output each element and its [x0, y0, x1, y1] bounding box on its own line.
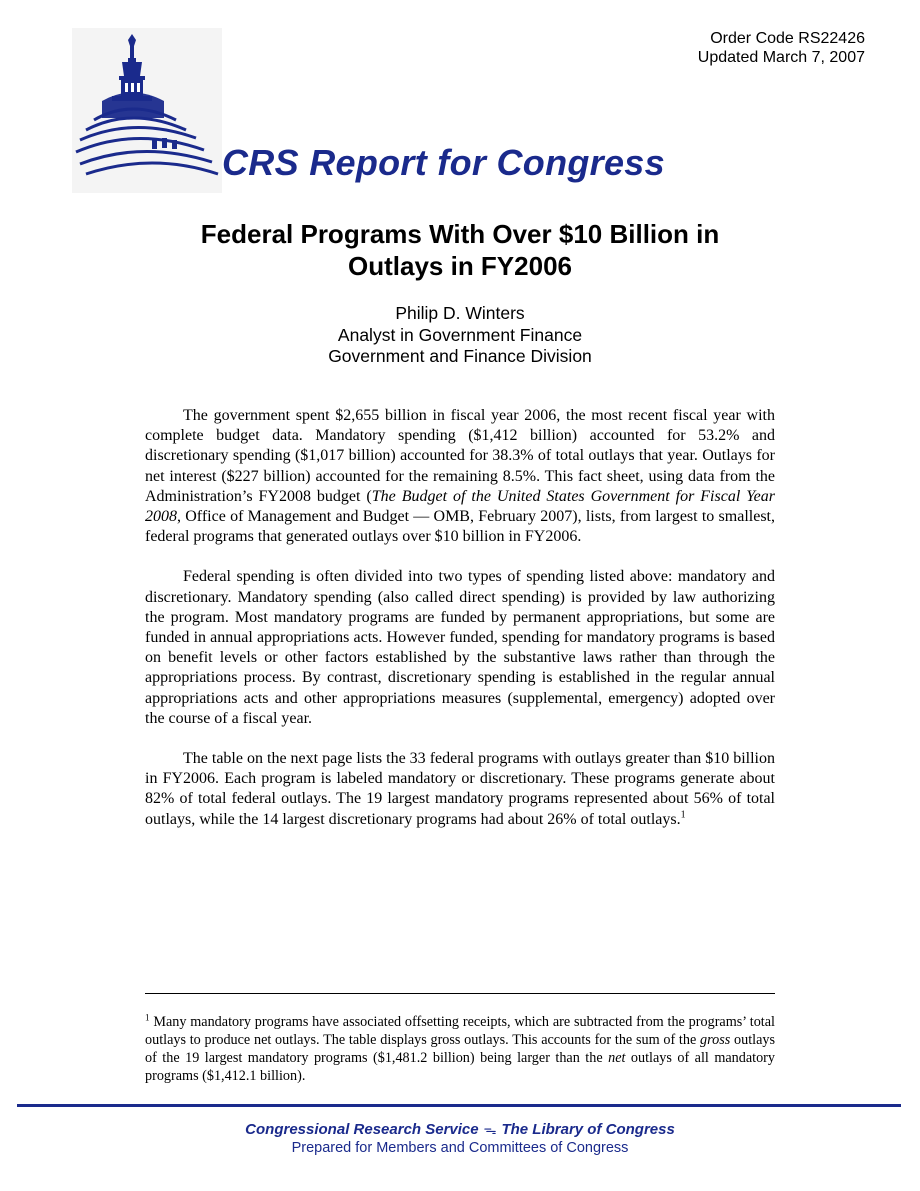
footnote-text-c: outlays of all mandatory programs ($1,412.1 billion).	[145, 1050, 775, 1084]
title-line-1: Federal Programs With Over $10 Billion in	[200, 219, 720, 249]
footnote-text-b: outlays of the 19 largest mandatory programs ($1,481.2 billion) being larger than the	[145, 1032, 776, 1066]
paragraph-1	[145, 406, 775, 547]
footer-prepared: Prepared for Members and Committees of Congress	[291, 1140, 629, 1156]
ornament-icon: ᯓ	[483, 1122, 497, 1137]
paragraph-1-text-a: The government spent $2,655 billion in fiscal year 2006, the most recent fiscal year with complete budget data. Mandatory spending ($1,412 billion) accounted for 53.2% and discretionary spending ($1,017 billion) accounted for 38.3% of total outlays that year. Outlays for net interest ($227 billion) accounted for the remaining 8.5%. This fact sheet, using data from the Administration’s FY2008 budget (	[145, 407, 775, 505]
paragraph-3	[145, 749, 775, 830]
paragraph-2: Federal spending is often divided into two types of spending listed above: mandatory and discretionary. Mandatory spending (also called direct spending) is provided by law authorizing the program. Most mandatory programs are funded by permanent appropriations, but some are funded in annual appropriations acts. However funded, spending for mandatory programs is based on benefit levels or other factors established by the substantive laws rather than through the appropriations process. By contrast, discretionary spending is established in the regular annual appropriations acts and other appropriations measures (supplemental, emergency) adopted over the course of a fiscal year.	[145, 568, 775, 727]
updated-date: Updated March 7, 2007	[697, 49, 865, 66]
order-code-block	[698, 29, 865, 67]
author-title: Analyst in Government Finance	[337, 324, 583, 345]
author-name: Philip D. Winters	[395, 303, 525, 323]
footer-library: The Library of Congress	[501, 1121, 675, 1138]
footer-divider	[17, 1104, 901, 1107]
footnote-italic-gross: gross	[700, 1032, 731, 1048]
author-division: Government and Finance Division	[328, 346, 592, 366]
author-block	[100, 303, 820, 368]
footer-org: Congressional Research Service	[245, 1121, 479, 1138]
document-title	[100, 218, 820, 282]
footnote-reference[interactable]: 1	[680, 809, 686, 821]
footnote	[145, 1013, 775, 1085]
order-code: Order Code RS22426	[710, 30, 865, 47]
title-line-2: Outlays in FY2006	[348, 251, 572, 281]
report-series-title: CRS Report for Congress	[222, 142, 665, 183]
footer-organization-line	[0, 1120, 920, 1138]
footnote-marker: 1	[145, 1012, 150, 1023]
paragraph-3-text: The table on the next page lists the 33 federal programs with outlays greater than $10 billion in FY2006. Each program is labeled mandatory or discretionary. These programs generate about 82% of total federal outlays. The 19 largest mandatory programs represented about 56% of total outlays, while the 14 largest discretionary programs had about 26% of total outlays.	[145, 750, 775, 828]
body-text	[145, 406, 775, 850]
footnote-divider	[145, 993, 775, 994]
budget-title-italic: The Budget of the United States Government for Fiscal Year 2008	[145, 487, 775, 526]
footnote-text-a: Many mandatory programs have associated offsetting receipts, which are subtracted from the programs’ total outlays to produce net outlays. The table displays gross outlays. This accounts for the sum of the	[145, 1014, 775, 1048]
footnote-italic-net: net	[608, 1050, 626, 1066]
capitol-dome-icon	[72, 28, 222, 193]
paragraph-1-text-b: , Office of Management and Budget — OMB, February 2007), lists, from largest to smallest, federal programs that generated outlays over $10 billion in FY2006.	[145, 508, 775, 546]
